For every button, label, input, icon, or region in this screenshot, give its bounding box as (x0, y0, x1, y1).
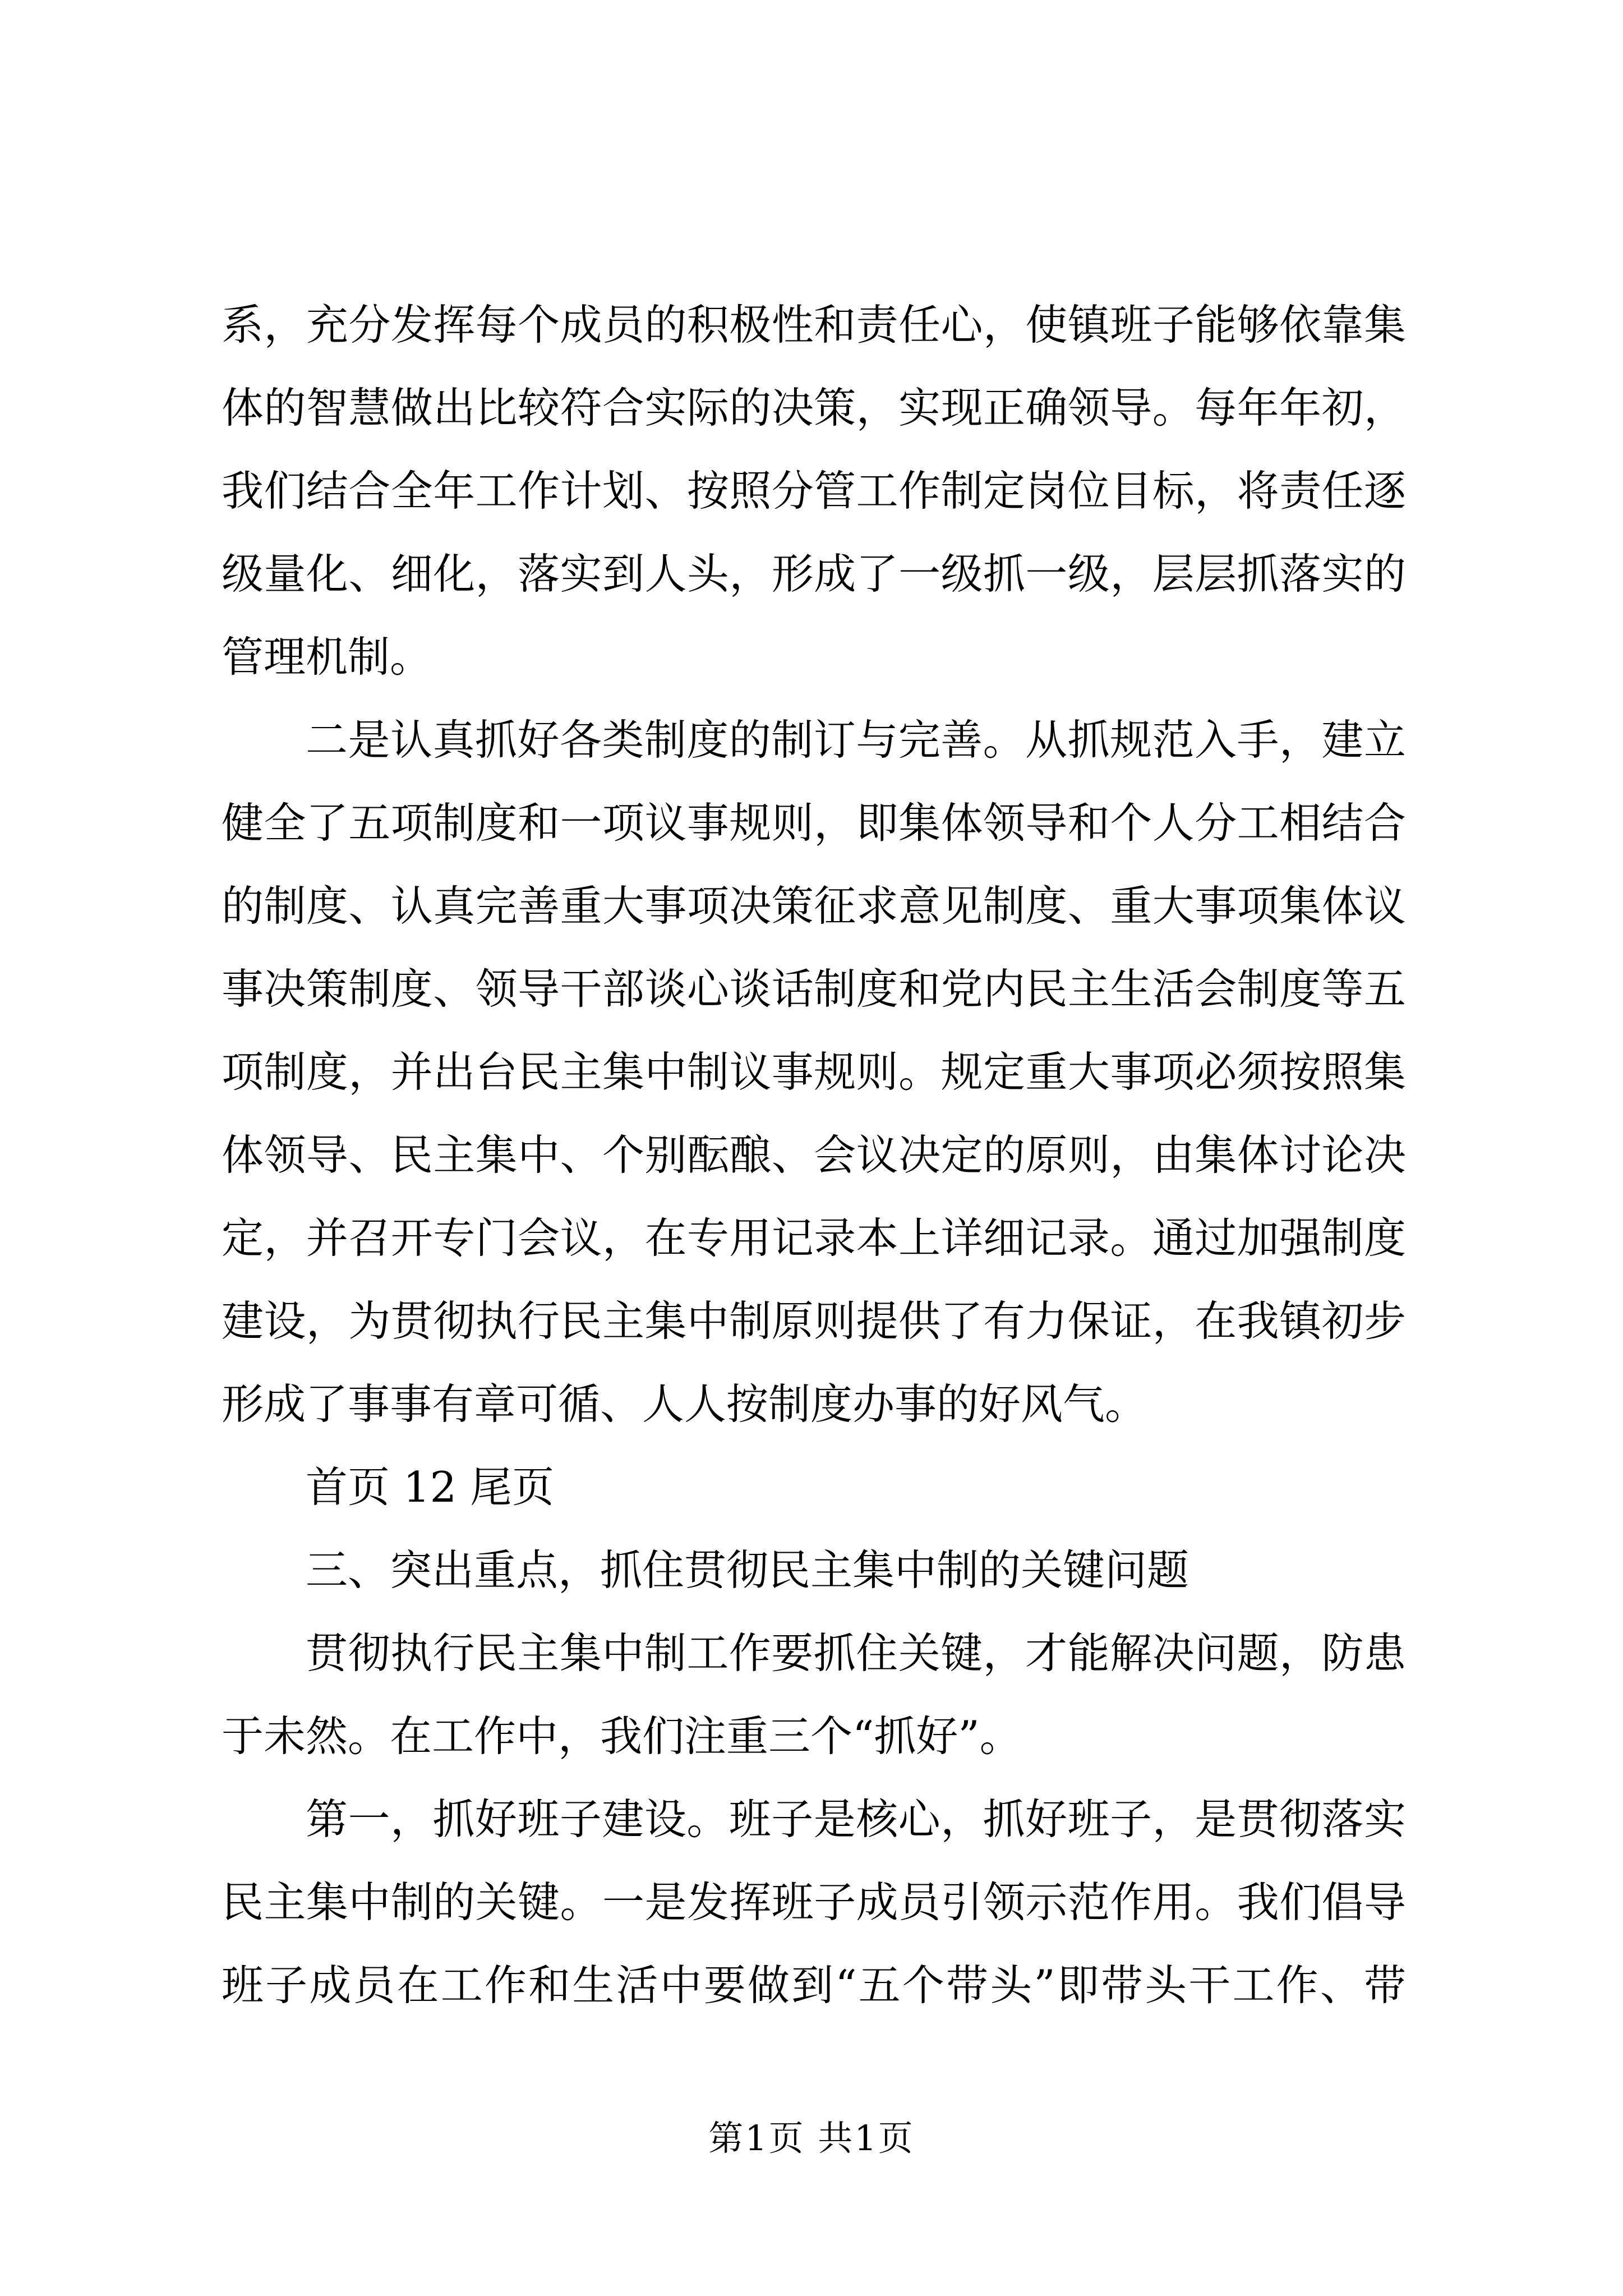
text-line: 于未然。在工作中，我们注重三个“抓好”。 (222, 1711, 1022, 1761)
text-line: 事决策制度、领导干部谈心谈话制度和党内民主生活会制度等五 (222, 964, 1406, 1014)
text-line: 三、突出重点，抓住贯彻民主集中制的关键问题 (306, 1545, 1189, 1595)
text-line: 二是认真抓好各类制度的制订与完善。从抓规范入手，建立 (306, 715, 1406, 765)
text-line: 定，并召开专门会议，在专用记录本上详细记录。通过加强制度 (222, 1213, 1406, 1263)
text-line: 级量化、细化，落实到人头，形成了一级抓一级，层层抓落实的 (222, 549, 1406, 599)
text-line: 首页 12 尾页 (306, 1462, 555, 1512)
text-line: 建设，为贯彻执行民主集中制原则提供了有力保证，在我镇初步 (222, 1296, 1406, 1346)
text-line: 项制度，并出台民主集中制议事规则。规定重大事项必须按照集 (222, 1047, 1406, 1097)
text-line: 的制度、认真完善重大事项决策征求意见制度、重大事项集体议 (222, 881, 1406, 931)
document-body (222, 283, 1406, 2027)
text-line: 我们结合全年工作计划、按照分管工作制定岗位目标，将责任逐 (222, 466, 1406, 516)
text-line: 班子成员在工作和生活中要做到“五个带头”即带头干工作、带 (222, 1961, 1406, 2010)
text-line: 形成了事事有章可循、人人按制度办事的好风气。 (222, 1379, 1147, 1429)
page-number-indicator: 第1页 共1页 (708, 2118, 915, 2159)
text-line: 健全了五项制度和一项议事规则，即集体领导和个人分工相结合 (222, 798, 1406, 848)
text-line: 系，充分发挥每个成员的积极性和责任心，使镇班子能够依靠集 (222, 300, 1406, 349)
text-line: 管理机制。 (222, 632, 432, 682)
text-line: 体的智慧做出比较符合实际的决策，实现正确领导。每年年初， (222, 383, 1406, 432)
text-line: 体领导、民主集中、个别酝酿、会议决定的原则，由集体讨论决 (222, 1130, 1406, 1180)
text-line: 民主集中制的关键。一是发挥班子成员引领示范作用。我们倡导 (222, 1878, 1406, 1927)
text-line: 贯彻执行民主集中制工作要抓住关键，才能解决问题，防患 (306, 1628, 1406, 1678)
text-line: 第一，抓好班子建设。班子是核心，抓好班子，是贯彻落实 (306, 1795, 1406, 1844)
page-footer (0, 2110, 1623, 2160)
